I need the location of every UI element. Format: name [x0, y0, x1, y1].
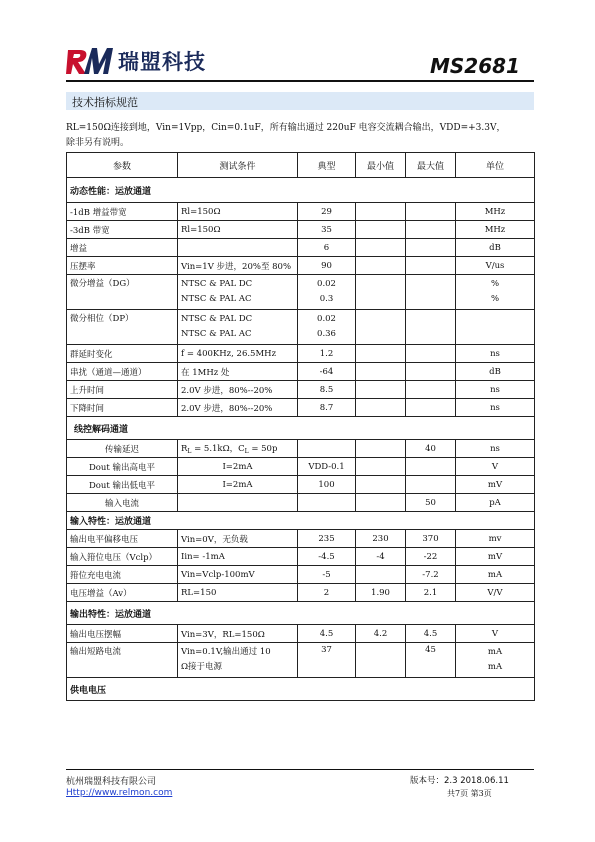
footer-version: 版本号：2.3 2018.06.11	[410, 776, 509, 786]
unit-cell	[456, 310, 535, 345]
param-cell: 压摆率	[67, 257, 178, 275]
min-cell	[356, 310, 406, 345]
table-row	[67, 257, 535, 275]
cond-line: NTSC & PAL AC	[181, 294, 252, 304]
max-cell: 40	[406, 440, 456, 458]
table-header-row	[67, 153, 535, 178]
cond-cell: I=2mA	[178, 458, 298, 476]
section-title: 技术指标规范	[72, 96, 138, 109]
param-cell: -1dB 增益带宽	[67, 203, 178, 221]
typ-cell	[298, 275, 356, 310]
table-row	[67, 203, 535, 221]
footer-divider	[66, 769, 534, 770]
max-cell	[406, 476, 456, 494]
typ-cell: -4.5	[298, 548, 356, 566]
param-cell: 串扰（通道—通道）	[67, 363, 178, 381]
table-row	[67, 530, 535, 548]
table-row	[67, 363, 535, 381]
max-cell: 2.1	[406, 584, 456, 602]
table-row	[67, 239, 535, 257]
cond-line: NTSC & PAL AC	[181, 329, 252, 339]
cond-cell: Iin= -1mA	[178, 548, 298, 566]
footer-company-name: 杭州瑞盟科技有限公司	[66, 777, 157, 787]
typ-cell: -5	[298, 566, 356, 584]
section-label: 输出特性：运放通道	[67, 602, 535, 625]
cond-cell: f = 400KHz, 26.5MHz	[178, 345, 298, 363]
min-cell: -4	[356, 548, 406, 566]
max-cell	[406, 239, 456, 257]
param-cell: 输出电平偏移电压	[67, 530, 178, 548]
typ-cell: 8.7	[298, 399, 356, 417]
param-cell: 微分增益（DG）	[67, 275, 178, 310]
section-label	[67, 417, 535, 440]
cond-cell	[178, 643, 298, 678]
unit-cell: V	[456, 625, 535, 643]
table-row	[67, 345, 535, 363]
table-row	[67, 221, 535, 239]
table-row	[67, 548, 535, 566]
param-cell: 输入箝位电压（Vclp）	[67, 548, 178, 566]
unit-cell: MHz	[456, 221, 535, 239]
min-cell	[356, 221, 406, 239]
intro-text-line-2: 除非另有说明。	[66, 138, 130, 148]
table-row	[67, 566, 535, 584]
param-cell: -3dB 带宽	[67, 221, 178, 239]
param-cell: 增益	[67, 239, 178, 257]
column-header: 最小值	[356, 153, 406, 178]
min-cell	[356, 494, 406, 512]
min-cell: 4.2	[356, 625, 406, 643]
unit-line: mA	[487, 647, 503, 657]
cond-line: Vin=0.1V,输出通过 10	[181, 647, 271, 657]
unit-cell: V/us	[456, 257, 535, 275]
typ-cell	[298, 440, 356, 458]
table-row	[67, 584, 535, 602]
section-row-dynamic	[67, 178, 535, 203]
table-row	[67, 275, 535, 310]
min-cell	[356, 275, 406, 310]
cond-line: NTSC & PAL DC	[181, 279, 253, 289]
max-cell	[406, 221, 456, 239]
table-row	[67, 399, 535, 417]
max-cell: -7.2	[406, 566, 456, 584]
param-cell: Dout 输出高电平	[67, 458, 178, 476]
max-cell	[406, 363, 456, 381]
typ-cell: 2	[298, 584, 356, 602]
table-row	[67, 643, 535, 678]
typ-cell: 100	[298, 476, 356, 494]
cond-cell	[178, 440, 298, 458]
column-header: 参数	[67, 153, 178, 178]
unit-cell: mA	[456, 566, 535, 584]
param-cell: 群延时变化	[67, 345, 178, 363]
typ-cell	[298, 494, 356, 512]
cond-part: = 50p	[248, 444, 278, 454]
typ-line: 0.3	[319, 294, 334, 304]
table-row	[67, 440, 535, 458]
min-cell	[356, 345, 406, 363]
max-cell	[406, 458, 456, 476]
intro-text-line-1: RL=150Ω连接到地，Vin=1Vpp，Cin=0.1uF，所有输出通过 220uF 电容交流耦合输出，VDD=+3.3V，	[66, 123, 506, 133]
typ-cell: 35	[298, 221, 356, 239]
table-row	[67, 458, 535, 476]
spec-table	[66, 152, 535, 701]
unit-cell: V/V	[456, 584, 535, 602]
cond-cell: I=2mA	[178, 476, 298, 494]
max-cell: 370	[406, 530, 456, 548]
section-label: 供电电压	[67, 678, 535, 701]
table-row	[67, 381, 535, 399]
cond-cell: Vin=Vclp-100mV	[178, 566, 298, 584]
typ-cell: 90	[298, 257, 356, 275]
section-label: 输入特性：运放通道	[67, 512, 535, 530]
unit-cell: ns	[456, 440, 535, 458]
column-header: 单位	[456, 153, 535, 178]
typ-cell: 235	[298, 530, 356, 548]
max-cell	[406, 275, 456, 310]
typ-cell	[298, 310, 356, 345]
cond-subscript: L	[187, 448, 192, 455]
column-header: 最大值	[406, 153, 456, 178]
company-name: 瑞盟科技	[118, 50, 206, 74]
header-divider	[66, 80, 534, 82]
max-cell: 50	[406, 494, 456, 512]
max-cell	[406, 381, 456, 399]
max-cell: 4.5	[406, 625, 456, 643]
cond-subscript: L	[244, 448, 249, 455]
unit-cell: mv	[456, 530, 535, 548]
unit-cell: dB	[456, 239, 535, 257]
table-row	[67, 494, 535, 512]
typ-cell: 1.2	[298, 345, 356, 363]
typ-cell: 8.5	[298, 381, 356, 399]
min-cell	[356, 363, 406, 381]
param-cell: 电压增益（Av）	[67, 584, 178, 602]
param-cell: 输出电压摆幅	[67, 625, 178, 643]
param-cell: 微分相位（DP）	[67, 310, 178, 345]
min-cell: 1.90	[356, 584, 406, 602]
typ-line: 0.36	[317, 329, 336, 339]
max-cell	[406, 345, 456, 363]
cond-part: = 5.1kΩ，C	[191, 444, 245, 454]
param-cell: 输入电流	[67, 494, 178, 512]
cond-cell	[178, 275, 298, 310]
section-row-output	[67, 602, 535, 625]
typ-cell: 29	[298, 203, 356, 221]
param-cell: 下降时间	[67, 399, 178, 417]
company-logo-icon	[66, 44, 116, 78]
typ-cell: -64	[298, 363, 356, 381]
table-row	[67, 625, 535, 643]
section-row-input	[67, 512, 535, 530]
cond-cell: Vin=0V，无负载	[178, 530, 298, 548]
unit-cell: dB	[456, 363, 535, 381]
cond-cell: 2.0V 步进，80%--20%	[178, 399, 298, 417]
cond-line: NTSC & PAL DC	[181, 314, 253, 324]
section-row-power	[67, 678, 535, 701]
min-cell	[356, 458, 406, 476]
param-cell: 上升时间	[67, 381, 178, 399]
max-cell: -22	[406, 548, 456, 566]
cond-cell: 2.0V 步进，80%--20%	[178, 381, 298, 399]
cond-line: Ω接于电源	[181, 662, 223, 672]
max-cell	[406, 257, 456, 275]
param-cell: 输出短路电流	[67, 643, 178, 678]
min-cell	[356, 399, 406, 417]
typ-cell: 6	[298, 239, 356, 257]
cond-cell: Vin=1V 步进，20%至 80%	[178, 257, 298, 275]
unit-cell	[456, 643, 535, 678]
cond-cell: 在 1MHz 处	[178, 363, 298, 381]
min-cell: 230	[356, 530, 406, 548]
param-cell: Dout 输出低电平	[67, 476, 178, 494]
table-row	[67, 310, 535, 345]
max-cell	[406, 203, 456, 221]
model-number: MS2681	[430, 54, 520, 78]
typ-cell: 4.5	[298, 625, 356, 643]
unit-cell: ns	[456, 345, 535, 363]
typ-cell: VDD-0.1	[298, 458, 356, 476]
min-cell	[356, 476, 406, 494]
cond-part: R	[181, 444, 188, 454]
param-cell: 箝位充电电流	[67, 566, 178, 584]
typ-line: 0.02	[317, 279, 336, 289]
unit-cell: mV	[456, 548, 535, 566]
footer-page-number: 共7页 第3页	[447, 789, 492, 798]
cond-cell: RL=150	[178, 584, 298, 602]
cond-cell: Rl=150Ω	[178, 221, 298, 239]
typ-line: 0.02	[317, 314, 336, 324]
section-label: 动态性能：运放通道	[67, 178, 535, 203]
unit-cell: mV	[456, 476, 535, 494]
unit-cell	[456, 275, 535, 310]
cond-cell: Vin=3V，RL=150Ω	[178, 625, 298, 643]
column-header: 典型	[298, 153, 356, 178]
cond-cell	[178, 494, 298, 512]
unit-cell: ns	[456, 399, 535, 417]
unit-line: %	[490, 279, 500, 289]
unit-line: mA	[487, 662, 503, 672]
footer-website-link[interactable]: Http://www.relmon.com	[66, 788, 173, 798]
unit-cell: ns	[456, 381, 535, 399]
min-cell	[356, 239, 406, 257]
table-row	[67, 476, 535, 494]
unit-cell: pA	[456, 494, 535, 512]
min-cell	[356, 381, 406, 399]
section-row-line-decode	[67, 417, 535, 440]
min-cell	[356, 203, 406, 221]
unit-line: %	[490, 294, 500, 304]
typ-cell: 37	[298, 643, 356, 678]
min-cell	[356, 643, 406, 678]
min-cell	[356, 440, 406, 458]
section-label-text: 线控解码通道	[74, 424, 129, 435]
min-cell	[356, 257, 406, 275]
unit-cell: V	[456, 458, 535, 476]
unit-cell: MHz	[456, 203, 535, 221]
cond-cell: Rl=150Ω	[178, 203, 298, 221]
max-cell: 45	[406, 643, 456, 678]
max-cell	[406, 399, 456, 417]
max-cell	[406, 310, 456, 345]
min-cell	[356, 566, 406, 584]
cond-cell	[178, 310, 298, 345]
column-header: 测试条件	[178, 153, 298, 178]
cond-cell	[178, 239, 298, 257]
param-cell: 传输延迟	[67, 440, 178, 458]
